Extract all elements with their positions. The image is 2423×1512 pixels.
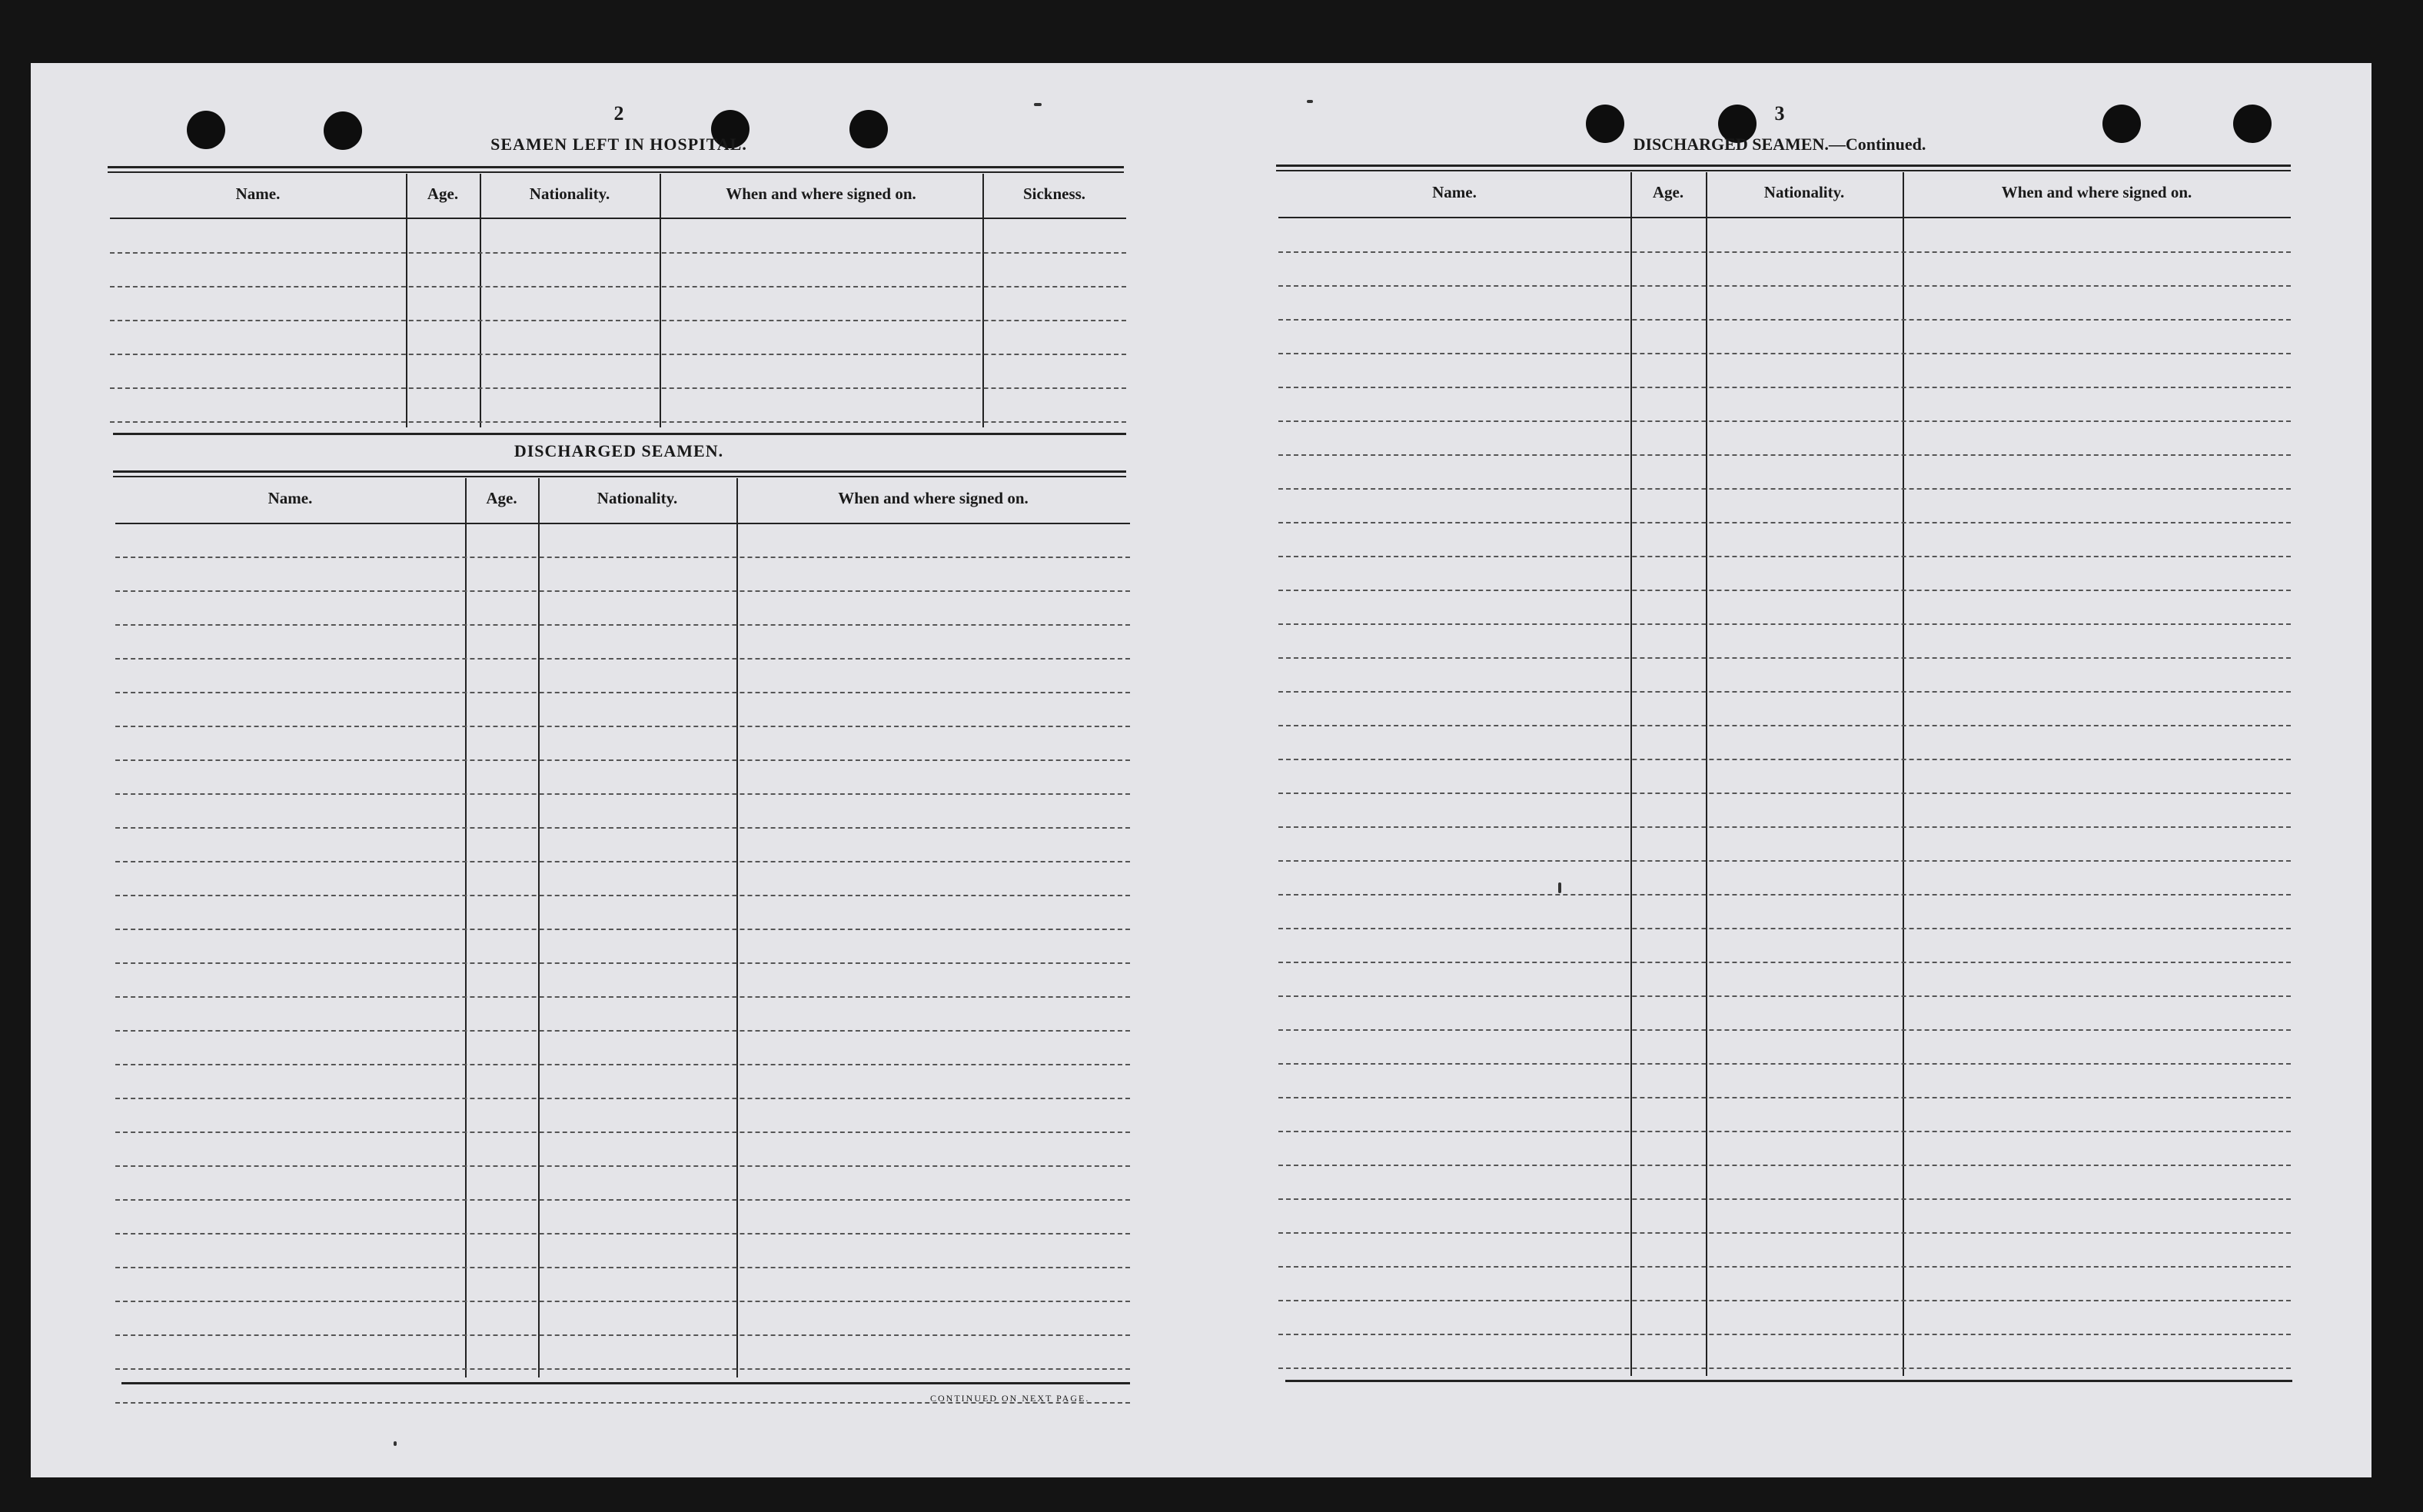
column-divider [480, 174, 481, 427]
entry-row-line [1278, 522, 2291, 523]
hospital-bottom-rule [113, 433, 1126, 435]
entry-row-line [1278, 1367, 2291, 1369]
hospital-top-rule [108, 166, 1124, 173]
entry-row-line [115, 1098, 1130, 1099]
entry-row-line [115, 692, 1130, 693]
page-number-left: 2 [613, 102, 624, 125]
entry-row-line [1278, 962, 2291, 963]
column-divider [982, 174, 984, 427]
entry-row-line [1278, 1334, 2291, 1335]
entry-row-line [1278, 1097, 2291, 1098]
discharged-section-title: DISCHARGED SEAMEN. [514, 441, 724, 460]
entry-row-line [1278, 928, 2291, 929]
page-number-right: 3 [1774, 102, 1785, 125]
entry-row-line [115, 624, 1130, 626]
entry-row-line [1278, 1232, 2291, 1234]
entry-row-line [115, 759, 1130, 761]
discharged-continued-table [1278, 172, 2291, 1376]
column-divider [406, 174, 407, 427]
entry-row-line [1278, 387, 2291, 388]
entry-row-line [1278, 488, 2291, 490]
paper-speck [1307, 100, 1313, 103]
entry-row-line [1278, 826, 2291, 828]
punch-hole-icon [324, 111, 362, 150]
hospital-section-title: SEAMEN LEFT IN HOSPITAL. [490, 135, 747, 154]
entry-row-line [1278, 1029, 2291, 1031]
entry-row-line [1278, 1300, 2291, 1301]
entry-row-line [110, 252, 1126, 254]
entry-row-line [115, 1030, 1130, 1032]
column-divider [465, 478, 467, 1377]
punch-hole-icon [2102, 105, 2141, 143]
continued-bottom-rule [1285, 1380, 2292, 1382]
entry-row-line [115, 590, 1130, 592]
entry-row-line [110, 286, 1126, 287]
punch-hole-icon [187, 111, 225, 149]
col-header-nationality: Nationality. [529, 184, 610, 203]
entry-row-line [1278, 793, 2291, 794]
entry-row-line [1278, 285, 2291, 287]
column-divider [736, 478, 738, 1377]
entry-row-line [115, 1199, 1130, 1201]
entry-row-line [115, 861, 1130, 862]
entry-row-line [1278, 1063, 2291, 1065]
entry-row-line [115, 726, 1130, 727]
col-header-signed-on: When and where signed on. [2001, 183, 2192, 201]
column-divider [538, 478, 540, 1377]
entry-row-line [115, 895, 1130, 896]
paper-speck [394, 1441, 397, 1446]
entry-row-line [1278, 556, 2291, 557]
col-header-name: Name. [235, 184, 281, 203]
entry-row-line [1278, 454, 2291, 456]
entry-row-line [1278, 691, 2291, 693]
entry-row-line [110, 421, 1126, 423]
col-header-name: Name. [268, 489, 313, 507]
entry-row-line [1278, 995, 2291, 997]
header-underline [110, 218, 1126, 219]
entry-row-line [1278, 1198, 2291, 1200]
discharged-table [115, 478, 1130, 1377]
column-divider [660, 174, 661, 427]
continued-top-rule [1276, 164, 2291, 171]
entry-row-line [115, 827, 1130, 829]
continued-footer: CONTINUED ON NEXT PAGE. [930, 1393, 1090, 1404]
paper-speck [1034, 103, 1042, 106]
entry-row-line [115, 557, 1130, 558]
entry-row-line [1278, 1165, 2291, 1166]
entry-row-line [1278, 251, 2291, 253]
entry-row-line [1278, 353, 2291, 354]
entry-row-line [115, 658, 1130, 660]
entry-row-line [1278, 319, 2291, 321]
header-underline [1278, 217, 2291, 218]
entry-row-line [1278, 1266, 2291, 1268]
entry-row-line [110, 320, 1126, 321]
entry-row-line [1278, 759, 2291, 760]
entry-row-line [115, 1368, 1130, 1370]
entry-row-line [115, 1301, 1130, 1302]
entry-row-line [115, 996, 1130, 998]
punch-hole-icon [849, 110, 888, 148]
entry-row-line [1278, 894, 2291, 896]
col-header-signed-on: When and where signed on. [726, 184, 916, 203]
entry-row-line [115, 1132, 1130, 1133]
col-header-age: Age. [486, 489, 517, 507]
entry-row-line [115, 1267, 1130, 1268]
entry-row-line [115, 929, 1130, 930]
col-header-signed-on: When and where signed on. [838, 489, 1029, 507]
entry-row-line [115, 793, 1130, 795]
entry-row-line [1278, 725, 2291, 726]
entry-row-line [1278, 657, 2291, 659]
col-header-name: Name. [1432, 183, 1477, 201]
entry-row-line [1278, 860, 2291, 862]
discharged-top-rule [113, 470, 1126, 477]
col-header-nationality: Nationality. [1763, 183, 1845, 201]
entry-row-line [115, 1165, 1130, 1167]
entry-row-line [115, 1233, 1130, 1235]
entry-row-line [1278, 590, 2291, 591]
col-header-sickness: Sickness. [1022, 184, 1086, 203]
entry-row-line [1278, 1131, 2291, 1132]
discharged-bottom-rule [121, 1382, 1130, 1384]
discharged-continued-title: DISCHARGED SEAMEN.—Continued. [1633, 135, 1926, 154]
header-underline [115, 523, 1130, 524]
entry-row-line [110, 387, 1126, 389]
col-header-nationality: Nationality. [597, 489, 678, 507]
hospital-table [110, 174, 1126, 427]
entry-row-line [1278, 623, 2291, 625]
entry-row-line [115, 962, 1130, 964]
entry-row-line [115, 1064, 1130, 1065]
entry-row-line [115, 1334, 1130, 1336]
entry-row-line [110, 354, 1126, 355]
entry-row-line [1278, 420, 2291, 422]
col-header-age: Age. [1652, 183, 1684, 201]
punch-hole-icon [2233, 105, 2272, 143]
col-header-age: Age. [427, 184, 459, 203]
